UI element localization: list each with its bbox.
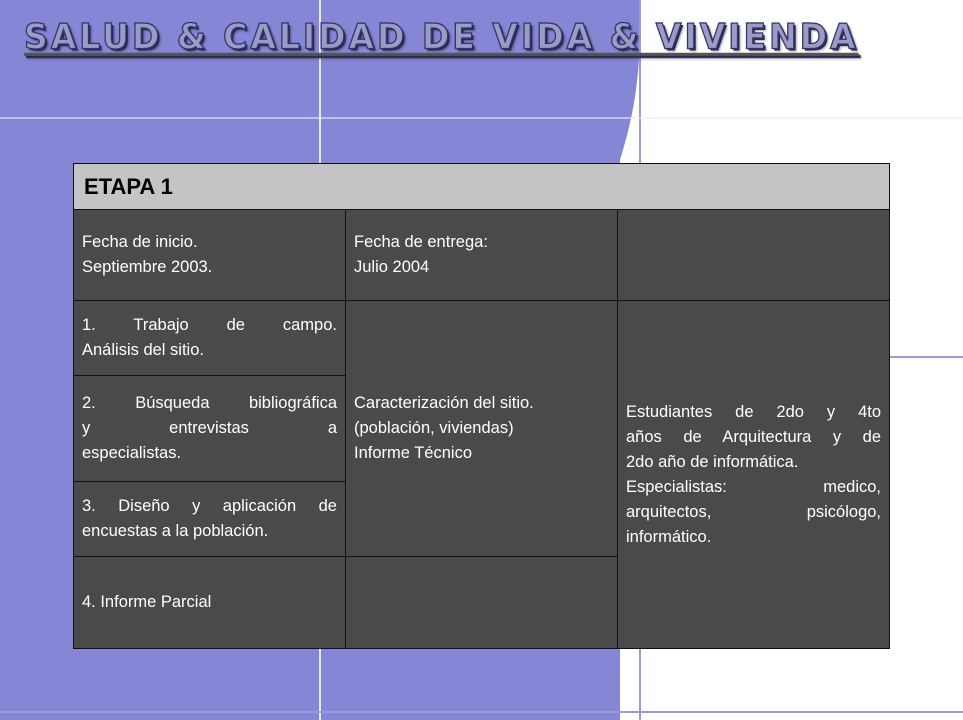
task-4-line1: 4. Informe Parcial <box>82 593 212 611</box>
task-1-cell <box>74 301 346 376</box>
fecha-entrega-cell <box>346 210 618 301</box>
result-line2: (población, viviendas) <box>354 419 514 437</box>
participants-line6: informático. <box>626 527 712 546</box>
fecha-inicio-cell <box>74 210 346 301</box>
result-line3: Informe Técnico <box>354 444 472 462</box>
task-2-line2: y entrevistas a <box>82 419 337 437</box>
result-line1: Caracterización del sitio. <box>354 394 534 412</box>
fecha-entrega-label: Fecha de entrega: <box>354 233 488 251</box>
etapa-header: ETAPA 1 <box>74 164 890 210</box>
task-2-line3: especialistas. <box>82 444 182 462</box>
task-1-line1: 1. Trabajo de campo. <box>82 316 337 334</box>
task-4-cell <box>74 557 346 649</box>
slide-title: SALUD & CALIDAD DE VIDA & VIVIENDA <box>24 16 859 57</box>
task-3-line2: encuestas a la población. <box>82 522 269 540</box>
task-3-line1: 3. Diseño y aplicación de <box>82 497 337 515</box>
task-3-cell <box>74 482 346 557</box>
fecha-inicio-label: Fecha de inicio. <box>82 233 198 251</box>
fecha-entrega-value: Julio 2004 <box>354 258 430 276</box>
task-2-cell <box>74 376 346 482</box>
empty-cell-top <box>618 210 890 301</box>
result-cell <box>346 301 618 557</box>
participants-line4: Especialistas: medico, <box>626 477 882 496</box>
participants-line1: Estudiantes de 2do y 4to <box>626 402 882 421</box>
fecha-inicio-value: Septiembre 2003. <box>82 258 213 276</box>
participants-cell <box>618 301 890 649</box>
task-1-line2: Análisis del sitio. <box>82 341 204 359</box>
etapa-table <box>73 163 890 649</box>
task-2-line1: 2. Búsqueda bibliográfica <box>82 394 337 412</box>
empty-cell-bottom <box>346 557 618 649</box>
participants-line3: 2do año de informática. <box>626 452 799 471</box>
participants-line2: años de Arquitectura y de <box>626 427 882 446</box>
participants-line5: arquitectos, psicólogo, <box>626 502 882 521</box>
